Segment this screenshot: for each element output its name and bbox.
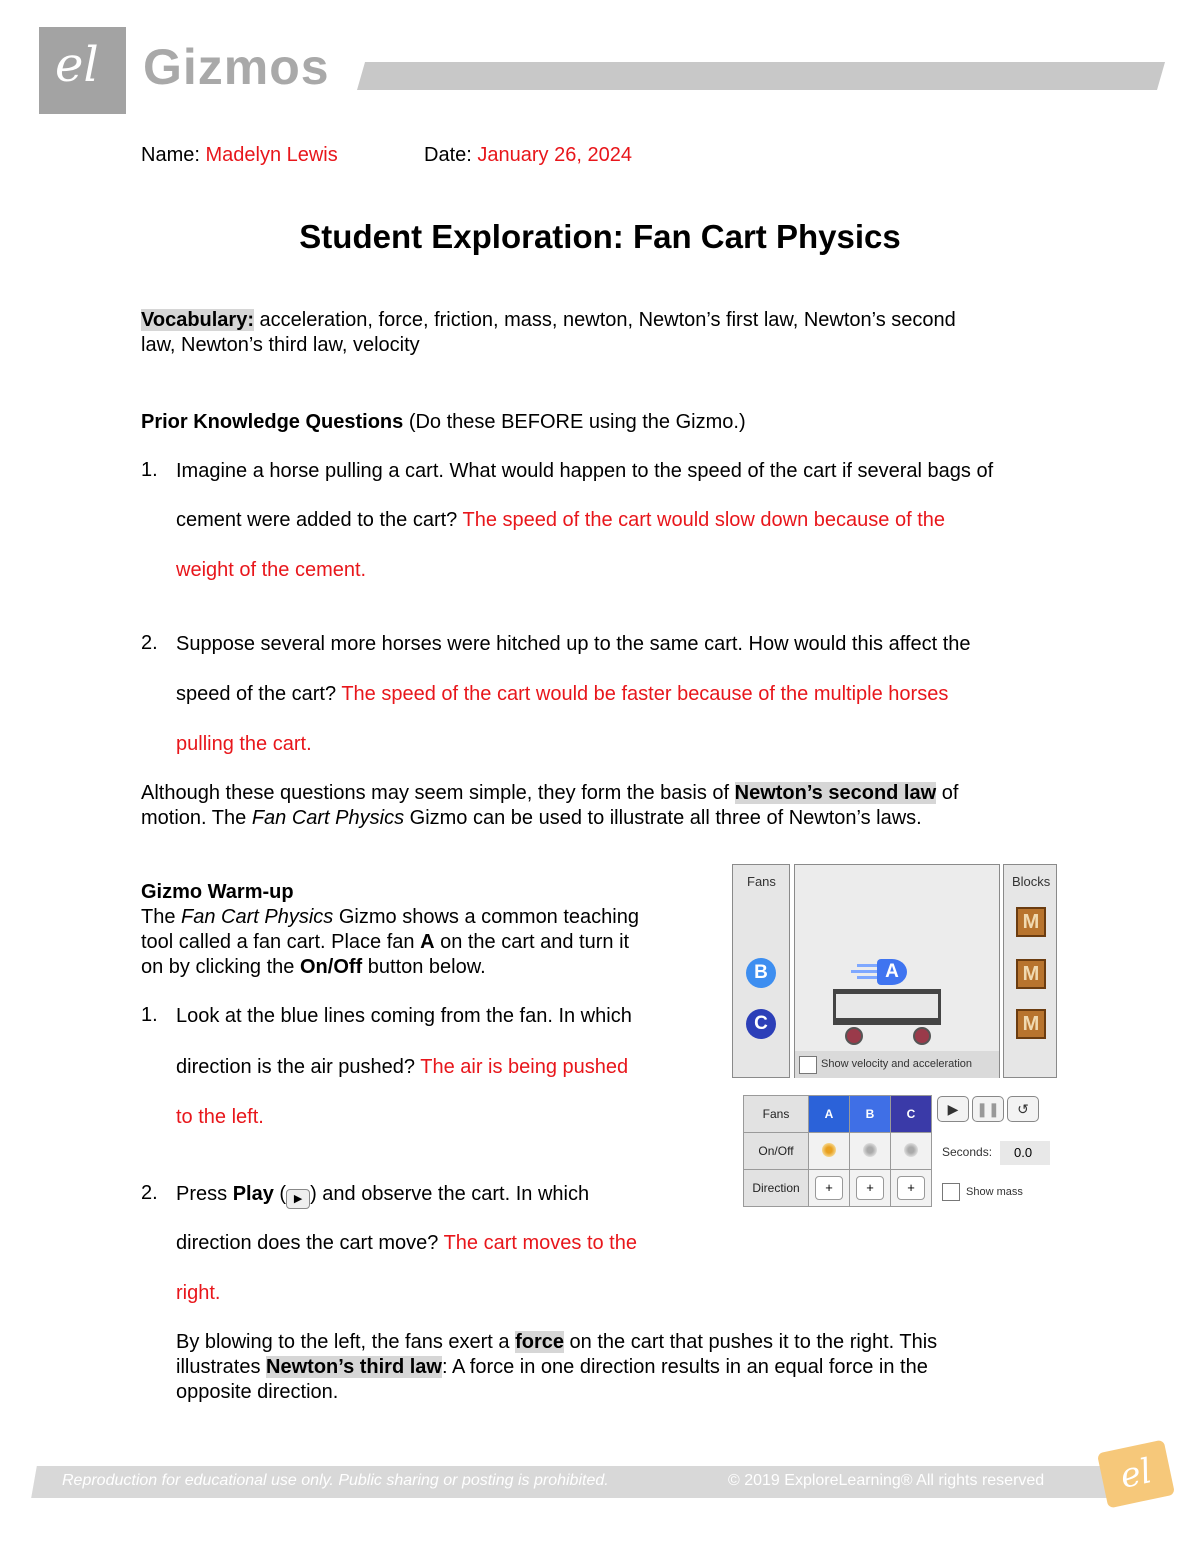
date-value: January 26, 2024 bbox=[477, 144, 632, 166]
warmup-q2-line-2 bbox=[176, 1231, 637, 1256]
fans-panel bbox=[732, 864, 790, 1078]
vocabulary-line-1: acceleration, force, friction, mass, newton, Newton’s first law, Newton’s second bbox=[254, 309, 956, 331]
show-mass-checkbox[interactable] bbox=[942, 1183, 960, 1201]
closing-text: : A force in one direction results in an equal force in the bbox=[441, 1356, 928, 1378]
gizmo-name: Fan Cart Physics bbox=[251, 807, 405, 829]
direction-label: Direction bbox=[744, 1170, 809, 1207]
fan-a-direction-button[interactable]: + bbox=[815, 1176, 843, 1200]
question-number: 1. bbox=[141, 1004, 158, 1026]
vocabulary-line-2: law, Newton’s third law, velocity bbox=[141, 334, 420, 356]
header-bar bbox=[357, 62, 1165, 90]
fan-a-direction-cell bbox=[809, 1170, 850, 1207]
summary-text: Gizmo can be used to illustrate all three of Newton’s laws. bbox=[404, 807, 922, 829]
fan-b-header: B bbox=[850, 1096, 891, 1133]
closing-text: opposite direction. bbox=[176, 1381, 339, 1403]
fan-a-icon[interactable]: A bbox=[877, 959, 907, 985]
warmup-q2-prompt: direction does the cart move? bbox=[176, 1232, 444, 1254]
prior-q1-line-2 bbox=[176, 508, 945, 533]
warmup-q1-prompt: direction is the air pushed? bbox=[176, 1056, 421, 1078]
vocabulary-label: Vocabulary: bbox=[141, 309, 254, 331]
prior-q1-line-1: Imagine a horse pulling a cart. What would happen to the speed of the cart if several bags of bbox=[176, 460, 994, 482]
name-value: Madelyn Lewis bbox=[205, 144, 338, 166]
show-velocity-label: Show velocity and acceleration bbox=[821, 1058, 973, 1070]
show-velocity-checkbox[interactable] bbox=[799, 1056, 817, 1074]
footer-copyright: © 2019 ExploreLearning® All rights reserved bbox=[728, 1472, 1045, 1489]
date-label: Date: bbox=[424, 144, 472, 166]
force-term: force bbox=[515, 1331, 564, 1353]
on-off-label: On/Off bbox=[744, 1133, 809, 1170]
cart-stage bbox=[794, 864, 1000, 1078]
vocabulary bbox=[141, 308, 1061, 358]
prior-q2-answer-b: pulling the cart. bbox=[176, 733, 312, 755]
question-number: 1. bbox=[141, 459, 158, 481]
prior-q2-answer-a: The speed of the cart would be faster because of the multiple horses bbox=[341, 683, 949, 705]
show-mass-label: Show mass bbox=[966, 1186, 1023, 1198]
reset-button[interactable]: ↺ bbox=[1007, 1096, 1039, 1122]
warmup-heading: Gizmo Warm-up bbox=[141, 881, 294, 903]
prior-knowledge-heading bbox=[141, 410, 746, 435]
seconds-label: Seconds: bbox=[942, 1145, 993, 1159]
on-off-term: On/Off bbox=[299, 956, 363, 978]
gizmo-name: Fan Cart Physics bbox=[181, 906, 334, 928]
date-line bbox=[424, 143, 632, 168]
prior-q2-prompt: speed of the cart? bbox=[176, 683, 342, 705]
warmup-q1-line-1: Look at the blue lines coming from the fan. In which bbox=[176, 1005, 632, 1027]
fan-c-on-off-cell bbox=[891, 1133, 932, 1170]
play-term: Play bbox=[232, 1183, 274, 1205]
prior-note: (Do these BEFORE using the Gizmo.) bbox=[403, 411, 746, 433]
cart-body bbox=[833, 989, 941, 1025]
newtons-second-law-term: Newton’s second law bbox=[734, 782, 937, 804]
seconds-value: 0.0 bbox=[1000, 1141, 1050, 1165]
fan-b-direction-cell bbox=[850, 1170, 891, 1207]
fan-a-header: A bbox=[809, 1096, 850, 1133]
fans-header: Fans bbox=[744, 1096, 809, 1133]
fan-c-header: C bbox=[891, 1096, 932, 1133]
inline-play-icon: ▶ bbox=[286, 1189, 310, 1209]
warmup-text: Gizmo shows a common teaching bbox=[333, 906, 639, 928]
newtons-third-law-term: Newton’s third law bbox=[266, 1356, 442, 1378]
prior-q1-answer-b: weight of the cement. bbox=[176, 559, 367, 581]
mass-block-icon[interactable]: M bbox=[1016, 907, 1046, 937]
cart-wheel-icon bbox=[913, 1027, 931, 1045]
page-title: Student Exploration: Fan Cart Physics bbox=[299, 218, 901, 255]
warmup-text: tool called a fan cart. Place fan bbox=[141, 931, 421, 953]
fans-label: Fans bbox=[747, 874, 776, 889]
pause-button[interactable]: ❚❚ bbox=[972, 1096, 1004, 1122]
fan-c-direction-cell bbox=[891, 1170, 932, 1207]
warmup-text: on by clicking the bbox=[141, 956, 300, 978]
fan-b-on-off-button[interactable] bbox=[863, 1143, 877, 1157]
warmup-text: The bbox=[141, 906, 182, 928]
warmup-q1-answer-b: to the left. bbox=[176, 1106, 264, 1128]
prior-summary bbox=[141, 781, 958, 831]
fan-c-icon[interactable]: C bbox=[746, 1009, 776, 1039]
prior-heading: Prior Knowledge Questions bbox=[141, 411, 404, 433]
play-button[interactable]: ▶ bbox=[937, 1096, 969, 1122]
summary-text: of bbox=[936, 782, 959, 804]
question-number: 2. bbox=[141, 632, 158, 654]
summary-text: motion. The bbox=[141, 807, 252, 829]
prior-q1-prompt: cement were added to the cart? bbox=[176, 509, 463, 531]
warmup-text: Press bbox=[176, 1183, 233, 1205]
fan-control-table bbox=[743, 1095, 932, 1207]
fan-b-icon[interactable]: B bbox=[746, 958, 776, 988]
warmup-q1-line-2 bbox=[176, 1055, 628, 1080]
gizmos-logo-word: Gizmos bbox=[143, 39, 330, 95]
prior-q2-line-2 bbox=[176, 682, 948, 707]
prior-q1-answer-a: The speed of the cart would slow down because of the bbox=[462, 509, 946, 531]
prior-q2-line-1: Suppose several more horses were hitched up to the same cart. How would this affect the bbox=[176, 633, 971, 655]
warmup-text: on the cart and turn it bbox=[434, 931, 630, 953]
fan-c-direction-button[interactable]: + bbox=[897, 1176, 925, 1200]
question-number: 2. bbox=[141, 1182, 158, 1204]
mass-block-icon[interactable]: M bbox=[1016, 959, 1046, 989]
fan-a-on-off-cell bbox=[809, 1133, 850, 1170]
fan-a-on-off-button[interactable] bbox=[822, 1143, 836, 1157]
logo-glyph: el bbox=[55, 37, 99, 93]
warmup-closing bbox=[176, 1330, 937, 1405]
name-label: Name: bbox=[141, 144, 200, 166]
blocks-label: Blocks bbox=[1012, 874, 1051, 889]
footer-logo-glyph: el bbox=[1116, 1451, 1156, 1497]
closing-text: By blowing to the left, the fans exert a bbox=[176, 1331, 516, 1353]
cart-wheel-icon bbox=[845, 1027, 863, 1045]
name-line bbox=[141, 143, 338, 168]
warmup-q2-answer-b: right. bbox=[176, 1282, 221, 1304]
fan-a-term: A bbox=[420, 931, 435, 953]
warmup-text: button below. bbox=[362, 956, 486, 978]
warmup-intro bbox=[141, 880, 639, 980]
summary-text: Although these questions may seem simple, they form the basis of bbox=[141, 782, 735, 804]
warmup-text: ) and observe the cart. In which bbox=[310, 1183, 590, 1205]
explorelearning-logo bbox=[1097, 1440, 1175, 1509]
fan-b-on-off-cell bbox=[850, 1133, 891, 1170]
mass-block-icon[interactable]: M bbox=[1016, 1009, 1046, 1039]
warmup-q2-line-1 bbox=[176, 1182, 589, 1209]
fan-b-direction-button[interactable]: + bbox=[856, 1176, 884, 1200]
warmup-q2-answer-a: The cart moves to the bbox=[443, 1232, 637, 1254]
closing-text: on the cart that pushes it to the right. This bbox=[564, 1331, 938, 1353]
blocks-panel bbox=[1003, 864, 1057, 1078]
footer-disclaimer: Reproduction for educational use only. Public sharing or posting is prohibited. bbox=[62, 1472, 609, 1489]
fan-c-on-off-button[interactable] bbox=[904, 1143, 918, 1157]
closing-text: illustrates bbox=[176, 1356, 267, 1378]
gizmos-logo-mark bbox=[39, 27, 126, 114]
warmup-text: ( bbox=[273, 1183, 287, 1205]
warmup-q1-answer-a: The air is being pushed bbox=[420, 1056, 629, 1078]
gizmo-simulation bbox=[732, 864, 1057, 1080]
